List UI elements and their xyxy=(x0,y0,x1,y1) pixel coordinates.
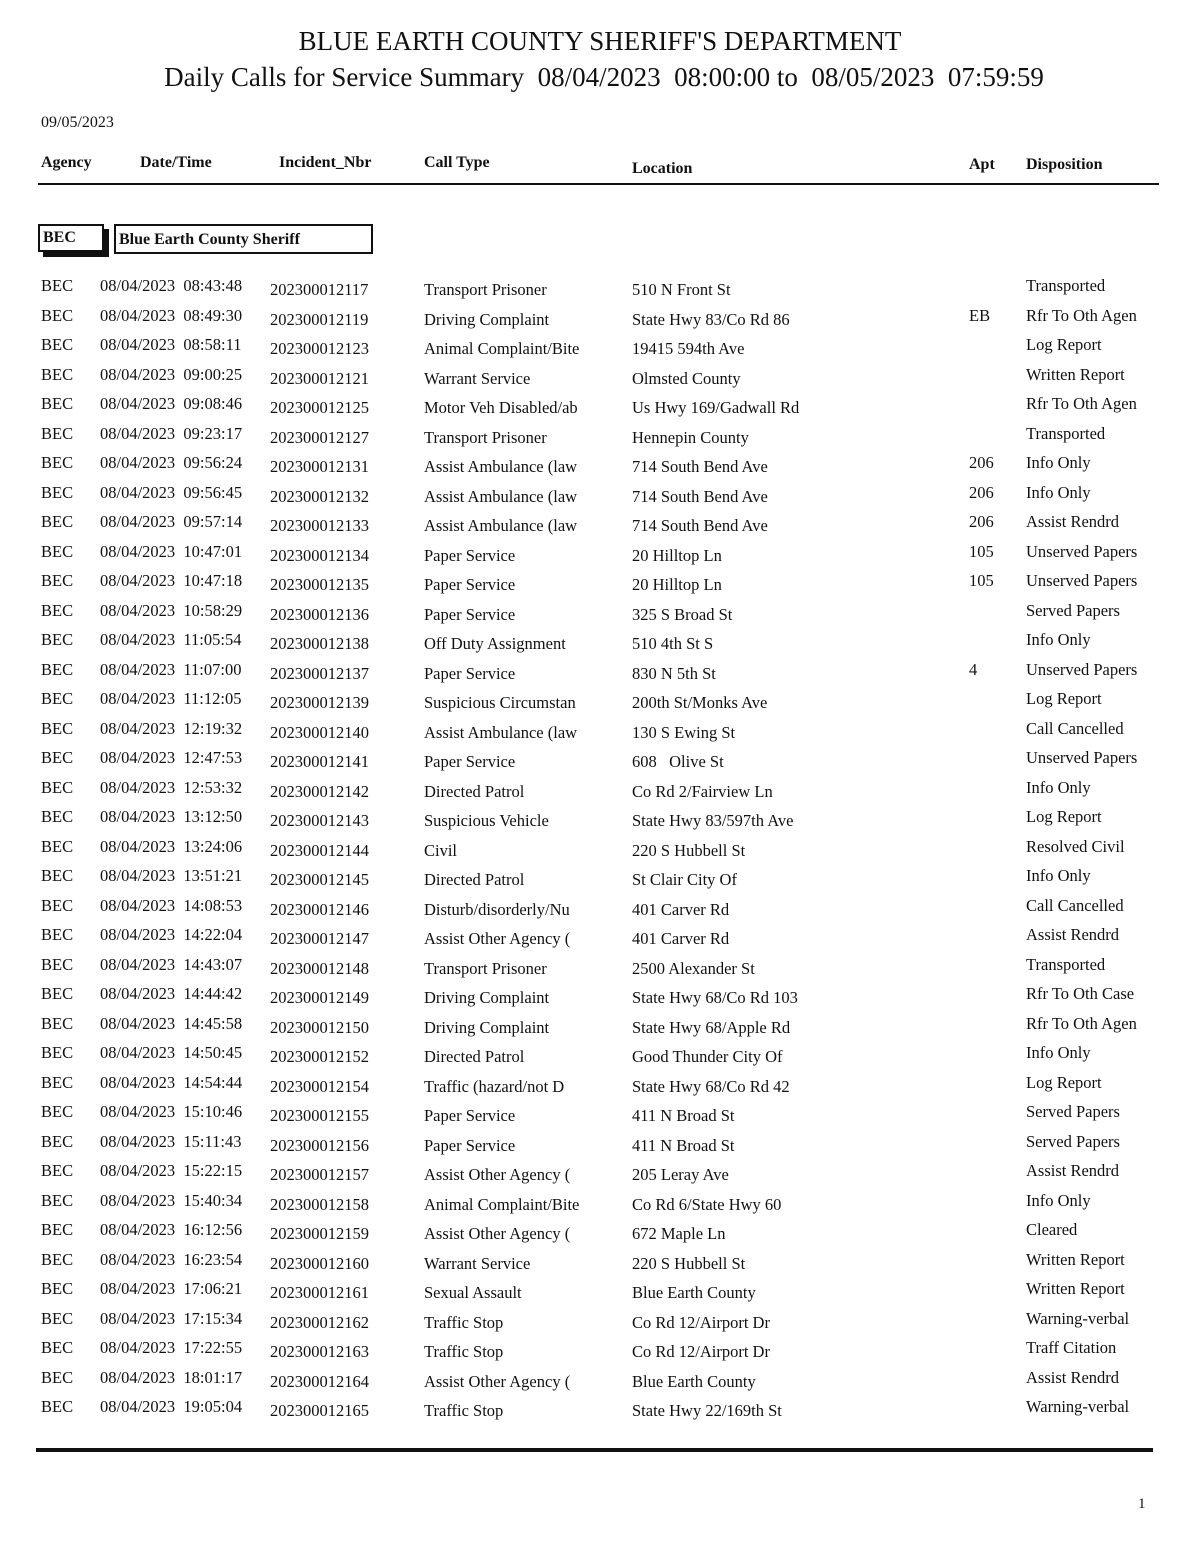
call-type-cell: Paper Service xyxy=(424,1106,516,1125)
agency-cell: BEC xyxy=(41,1013,74,1033)
incident-cell: 202300012140 xyxy=(270,722,369,742)
datetime-cell: 08/04/2023 08:49:30 xyxy=(100,305,243,325)
datetime-cell: 08/04/2023 11:05:54 xyxy=(100,630,242,649)
disposition-cell: Written Report xyxy=(1026,1279,1125,1298)
location-cell: 411 N Broad St xyxy=(632,1106,735,1125)
datetime-cell: 08/04/2023 12:19:32 xyxy=(100,718,243,738)
page-number: 1 xyxy=(1138,1496,1146,1512)
incident-cell: 202300012142 xyxy=(270,781,369,801)
location-cell: Co Rd 2/Fairview Ln xyxy=(632,781,773,801)
incident-cell: 202300012134 xyxy=(270,545,369,565)
incident-cell: 202300012127 xyxy=(270,427,369,447)
incident-cell: 202300012139 xyxy=(270,693,369,712)
agency-cell: BEC xyxy=(41,1249,74,1269)
disposition-cell: Transported xyxy=(1026,954,1106,974)
datetime-cell: 08/04/2023 09:08:46 xyxy=(100,394,243,413)
table-row xyxy=(0,394,1200,423)
table-row xyxy=(0,276,1200,305)
disposition-cell: Warning-verbal xyxy=(1026,1308,1130,1328)
table-row xyxy=(0,660,1200,689)
apt-cell: EB xyxy=(969,305,991,325)
disposition-cell: Log Report xyxy=(1026,1072,1102,1092)
datetime-cell: 08/04/2023 12:53:32 xyxy=(100,777,243,797)
table-row xyxy=(0,483,1200,512)
header-disposition: Disposition xyxy=(1026,156,1103,173)
agency-cell: BEC xyxy=(41,600,74,620)
location-cell: 2500 Alexander St xyxy=(632,958,755,978)
location-cell: Co Rd 6/State Hwy 60 xyxy=(632,1194,782,1214)
table-row xyxy=(0,955,1200,984)
agency-cell: BEC xyxy=(41,748,74,767)
apt-cell: 105 xyxy=(969,541,994,561)
header-apt: Apt xyxy=(969,156,995,173)
table-row xyxy=(0,1102,1200,1131)
disposition-cell: Assist Rendrd xyxy=(1026,1367,1120,1387)
agency-cell: BEC xyxy=(41,305,74,325)
call-type-cell: Animal Complaint/Bite xyxy=(424,1194,580,1214)
location-cell: 19415 594th Ave xyxy=(632,339,745,358)
location-cell: 401 Carver Rd xyxy=(632,929,730,948)
datetime-cell: 08/04/2023 18:01:17 xyxy=(100,1367,243,1387)
location-cell: State Hwy 22/169th St xyxy=(632,1401,782,1420)
table-row xyxy=(0,601,1200,630)
datetime-cell: 08/04/2023 16:23:54 xyxy=(100,1249,243,1269)
disposition-cell: Transported xyxy=(1026,423,1106,443)
agency-cell: BEC xyxy=(41,512,74,531)
call-type-cell: Warrant Service xyxy=(424,1253,531,1273)
header-divider xyxy=(38,183,1159,185)
header-incident: Incident_Nbr xyxy=(279,154,372,171)
call-type-cell: Civil xyxy=(424,840,458,860)
incident-cell: 202300012125 xyxy=(270,398,369,417)
disposition-cell: Info Only xyxy=(1026,777,1091,797)
call-type-cell: Assist Ambulance (law xyxy=(424,457,578,476)
disposition-cell: Info Only xyxy=(1026,482,1091,502)
incident-cell: 202300012138 xyxy=(270,634,369,653)
agency-cell: BEC xyxy=(41,984,74,1003)
location-cell: 20 Hilltop Ln xyxy=(632,545,722,565)
table-row xyxy=(0,453,1200,482)
table-row xyxy=(0,1250,1200,1279)
disposition-cell: Call Cancelled xyxy=(1026,718,1124,738)
table-row xyxy=(0,896,1200,925)
call-type-cell: Sexual Assault xyxy=(424,1283,522,1302)
table-row xyxy=(0,719,1200,748)
incident-cell: 202300012150 xyxy=(270,1017,369,1037)
incident-cell: 202300012147 xyxy=(270,929,369,948)
incident-cell: 202300012132 xyxy=(270,486,369,506)
call-type-cell: Transport Prisoner xyxy=(424,427,547,447)
location-cell: Olmsted County xyxy=(632,368,741,388)
datetime-cell: 08/04/2023 08:43:48 xyxy=(100,276,243,295)
table-row xyxy=(0,689,1200,718)
call-type-cell: Assist Other Agency ( xyxy=(424,929,571,948)
table-row xyxy=(0,1161,1200,1190)
location-cell: Co Rd 12/Airport Dr xyxy=(632,1342,770,1361)
call-type-cell: Paper Service xyxy=(424,663,516,683)
datetime-cell: 08/04/2023 09:57:14 xyxy=(100,512,243,531)
agency-cell: BEC xyxy=(41,1161,74,1180)
table-row xyxy=(0,807,1200,836)
datetime-cell: 08/04/2023 14:22:04 xyxy=(100,925,243,944)
location-cell: 714 South Bend Ave xyxy=(632,457,768,476)
incident-cell: 202300012117 xyxy=(270,280,369,299)
agency-cell: BEC xyxy=(41,718,74,738)
incident-cell: 202300012135 xyxy=(270,575,369,594)
call-type-cell: Paper Service xyxy=(424,545,516,565)
agency-cell: BEC xyxy=(41,1131,74,1151)
datetime-cell: 08/04/2023 17:15:34 xyxy=(100,1308,243,1328)
incident-cell: 202300012155 xyxy=(270,1106,369,1125)
table-row xyxy=(0,1014,1200,1043)
table-row xyxy=(0,424,1200,453)
agency-cell: BEC xyxy=(41,571,74,590)
incident-cell: 202300012136 xyxy=(270,604,369,624)
agency-cell: BEC xyxy=(41,777,74,797)
call-type-cell: Traffic Stop xyxy=(424,1342,504,1361)
disposition-cell: Assist Rendrd xyxy=(1026,1161,1120,1180)
disposition-cell: Info Only xyxy=(1026,453,1091,472)
call-type-cell: Traffic Stop xyxy=(424,1312,504,1332)
call-type-cell: Traffic Stop xyxy=(424,1401,504,1420)
disposition-cell: Unserved Papers xyxy=(1026,659,1138,679)
disposition-cell: Info Only xyxy=(1026,630,1091,649)
call-type-cell: Directed Patrol xyxy=(424,870,525,889)
datetime-cell: 08/04/2023 14:54:44 xyxy=(100,1072,243,1092)
table-row xyxy=(0,512,1200,541)
call-type-cell: Paper Service xyxy=(424,752,516,771)
location-cell: 220 S Hubbell St xyxy=(632,840,746,860)
disposition-cell: Served Papers xyxy=(1026,600,1120,620)
table-row xyxy=(0,1043,1200,1072)
apt-cell: 206 xyxy=(969,482,994,502)
datetime-cell: 08/04/2023 10:47:18 xyxy=(100,571,243,590)
call-type-cell: Warrant Service xyxy=(424,368,531,388)
call-type-cell: Driving Complaint xyxy=(424,309,550,329)
call-type-cell: Assist Other Agency ( xyxy=(424,1165,571,1184)
agency-cell: BEC xyxy=(41,866,74,885)
location-cell: Good Thunder City Of xyxy=(632,1047,783,1066)
location-cell: 220 S Hubbell St xyxy=(632,1253,746,1273)
footer-divider xyxy=(36,1448,1153,1452)
datetime-cell: 08/04/2023 12:47:53 xyxy=(100,748,243,767)
incident-cell: 202300012145 xyxy=(270,870,369,889)
location-cell: Blue Earth County xyxy=(632,1371,756,1391)
header-location: Location xyxy=(632,160,693,177)
header-datetime: Date/Time xyxy=(140,154,212,171)
agency-cell: BEC xyxy=(41,836,74,856)
agency-cell: BEC xyxy=(41,364,74,384)
location-cell: Blue Earth County xyxy=(632,1283,756,1302)
apt-cell: 206 xyxy=(969,512,994,531)
agency-cell: BEC xyxy=(41,482,74,502)
table-row xyxy=(0,1368,1200,1397)
report-title: BLUE EARTH COUNTY SHERIFF'S DEPARTMENT xyxy=(298,26,902,56)
datetime-cell: 08/04/2023 16:12:56 xyxy=(100,1220,243,1239)
group-name-box xyxy=(114,224,373,254)
table-row xyxy=(0,866,1200,895)
agency-cell: BEC xyxy=(41,1220,74,1239)
incident-cell: 202300012121 xyxy=(270,368,369,388)
apt-cell: 4 xyxy=(969,659,978,679)
agency-cell: BEC xyxy=(41,1102,74,1121)
disposition-cell: Rfr To Oth Agen xyxy=(1026,305,1137,325)
table-row xyxy=(0,1397,1200,1426)
location-cell: Co Rd 12/Airport Dr xyxy=(632,1312,770,1332)
incident-cell: 202300012133 xyxy=(270,516,369,535)
disposition-cell: Transported xyxy=(1026,276,1106,295)
datetime-cell: 08/04/2023 10:47:01 xyxy=(100,541,243,561)
agency-cell: BEC xyxy=(41,925,74,944)
disposition-cell: Unserved Papers xyxy=(1026,541,1138,561)
call-type-cell: Transport Prisoner xyxy=(424,958,547,978)
agency-cell: BEC xyxy=(41,335,74,354)
incident-cell: 202300012143 xyxy=(270,811,369,830)
agency-cell: BEC xyxy=(41,689,74,708)
datetime-cell: 08/04/2023 15:11:43 xyxy=(100,1131,242,1151)
incident-cell: 202300012156 xyxy=(270,1135,369,1155)
location-cell: 830 N 5th St xyxy=(632,663,716,683)
group-code-box xyxy=(38,224,104,252)
table-row xyxy=(0,335,1200,364)
datetime-cell: 08/04/2023 11:07:00 xyxy=(100,659,242,679)
agency-cell: BEC xyxy=(41,453,74,472)
location-cell: 205 Leray Ave xyxy=(632,1165,729,1184)
incident-cell: 202300012154 xyxy=(270,1076,369,1096)
disposition-cell: Assist Rendrd xyxy=(1026,925,1120,944)
table-row xyxy=(0,306,1200,335)
call-type-cell: Traffic (hazard/not D xyxy=(424,1076,565,1096)
call-type-cell: Off Duty Assignment xyxy=(424,634,566,653)
datetime-cell: 08/04/2023 13:24:06 xyxy=(100,836,243,856)
group-code: BEC xyxy=(43,229,76,246)
incident-cell: 202300012137 xyxy=(270,663,369,683)
location-cell: Hennepin County xyxy=(632,427,749,447)
agency-cell: BEC xyxy=(41,1397,74,1416)
datetime-cell: 08/04/2023 09:23:17 xyxy=(100,423,243,443)
disposition-cell: Resolved Civil xyxy=(1026,836,1125,856)
datetime-cell: 08/04/2023 14:43:07 xyxy=(100,954,243,974)
datetime-cell: 08/04/2023 17:22:55 xyxy=(100,1338,243,1357)
incident-cell: 202300012131 xyxy=(270,457,369,476)
location-cell: State Hwy 83/597th Ave xyxy=(632,811,794,830)
agency-cell: BEC xyxy=(41,394,74,413)
location-cell: 411 N Broad St xyxy=(632,1135,735,1155)
disposition-cell: Log Report xyxy=(1026,335,1102,354)
datetime-cell: 08/04/2023 17:06:21 xyxy=(100,1279,243,1298)
call-type-cell: Suspicious Circumstan xyxy=(424,693,576,712)
apt-cell: 206 xyxy=(969,453,994,472)
disposition-cell: Written Report xyxy=(1026,1249,1125,1269)
disposition-cell: Info Only xyxy=(1026,866,1091,885)
agency-cell: BEC xyxy=(41,1072,74,1092)
table-row xyxy=(0,778,1200,807)
table-row xyxy=(0,984,1200,1013)
location-cell: State Hwy 68/Apple Rd xyxy=(632,1017,791,1037)
call-type-cell: Driving Complaint xyxy=(424,1017,550,1037)
table-row xyxy=(0,1132,1200,1161)
location-cell: Us Hwy 169/Gadwall Rd xyxy=(632,398,800,417)
location-cell: 714 South Bend Ave xyxy=(632,486,768,506)
disposition-cell: Served Papers xyxy=(1026,1131,1120,1151)
agency-cell: BEC xyxy=(41,807,74,826)
table-row xyxy=(0,571,1200,600)
incident-cell: 202300012160 xyxy=(270,1253,369,1273)
table-row xyxy=(0,748,1200,777)
disposition-cell: Traff Citation xyxy=(1026,1338,1117,1357)
disposition-cell: Served Papers xyxy=(1026,1102,1120,1121)
datetime-cell: 08/04/2023 08:58:11 xyxy=(100,335,242,354)
call-type-cell: Motor Veh Disabled/ab xyxy=(424,398,578,417)
datetime-cell: 08/04/2023 15:22:15 xyxy=(100,1161,243,1180)
location-cell: 510 4th St S xyxy=(632,634,714,653)
agency-cell: BEC xyxy=(41,1367,74,1387)
location-cell: St Clair City Of xyxy=(632,870,737,889)
incident-cell: 202300012149 xyxy=(270,988,369,1007)
incident-cell: 202300012164 xyxy=(270,1371,369,1391)
agency-cell: BEC xyxy=(41,541,74,561)
call-type-cell: Driving Complaint xyxy=(424,988,550,1007)
table-row xyxy=(0,630,1200,659)
disposition-cell: Written Report xyxy=(1026,364,1125,384)
apt-cell: 105 xyxy=(969,571,994,590)
call-type-cell: Assist Other Agency ( xyxy=(424,1371,571,1391)
agency-cell: BEC xyxy=(41,1338,74,1357)
call-type-cell: Disturb/disorderly/Nu xyxy=(424,899,570,919)
table-row xyxy=(0,542,1200,571)
table-row xyxy=(0,1309,1200,1338)
datetime-cell: 08/04/2023 09:56:45 xyxy=(100,482,243,502)
datetime-cell: 08/04/2023 15:10:46 xyxy=(100,1102,243,1121)
call-type-cell: Paper Service xyxy=(424,575,516,594)
call-type-cell: Assist Other Agency ( xyxy=(424,1224,571,1243)
disposition-cell: Info Only xyxy=(1026,1190,1091,1210)
datetime-cell: 08/04/2023 09:56:24 xyxy=(100,453,243,472)
disposition-cell: Call Cancelled xyxy=(1026,895,1124,915)
call-type-cell: Animal Complaint/Bite xyxy=(424,339,580,358)
agency-cell: BEC xyxy=(41,1279,74,1298)
disposition-cell: Assist Rendrd xyxy=(1026,512,1120,531)
agency-cell: BEC xyxy=(41,1190,74,1210)
incident-cell: 202300012161 xyxy=(270,1283,369,1302)
location-cell: State Hwy 68/Co Rd 103 xyxy=(632,988,798,1007)
disposition-cell: Unserved Papers xyxy=(1026,571,1138,590)
agency-cell: BEC xyxy=(41,895,74,915)
disposition-cell: Log Report xyxy=(1026,807,1102,826)
datetime-cell: 08/04/2023 11:12:05 xyxy=(100,689,242,708)
datetime-cell: 08/04/2023 15:40:34 xyxy=(100,1190,243,1210)
table-row xyxy=(0,365,1200,394)
call-type-cell: Paper Service xyxy=(424,1135,516,1155)
incident-cell: 202300012158 xyxy=(270,1194,369,1214)
agency-cell: BEC xyxy=(41,423,74,443)
incident-cell: 202300012157 xyxy=(270,1165,369,1184)
incident-cell: 202300012141 xyxy=(270,752,369,771)
location-cell: 20 Hilltop Ln xyxy=(632,575,722,594)
table-row xyxy=(0,925,1200,954)
call-type-cell: Transport Prisoner xyxy=(424,280,547,299)
datetime-cell: 08/04/2023 13:51:21 xyxy=(100,866,243,885)
agency-cell: BEC xyxy=(41,659,74,679)
agency-cell: BEC xyxy=(41,1043,74,1062)
location-cell: State Hwy 83/Co Rd 86 xyxy=(632,309,790,329)
location-cell: 672 Maple Ln xyxy=(632,1224,726,1243)
location-cell: 325 S Broad St xyxy=(632,604,733,624)
run-date: 09/05/2023 xyxy=(41,114,114,131)
disposition-cell: Info Only xyxy=(1026,1043,1091,1062)
datetime-cell: 08/04/2023 14:08:53 xyxy=(100,895,243,915)
incident-cell: 202300012165 xyxy=(270,1401,369,1420)
location-cell: 510 N Front St xyxy=(632,280,731,299)
disposition-cell: Rfr To Oth Agen xyxy=(1026,1013,1137,1033)
incident-cell: 202300012163 xyxy=(270,1342,369,1361)
location-cell: 200th St/Monks Ave xyxy=(632,693,768,712)
datetime-cell: 08/04/2023 19:05:04 xyxy=(100,1397,243,1416)
location-cell: 714 South Bend Ave xyxy=(632,516,768,535)
location-cell: 130 S Ewing St xyxy=(632,722,736,742)
incident-cell: 202300012119 xyxy=(270,309,369,329)
incident-cell: 202300012152 xyxy=(270,1047,369,1066)
report-subtitle: Daily Calls for Service Summary 08/04/2023 08:00:00 to 08/05/2023 07:59:59 xyxy=(164,62,1044,92)
datetime-cell: 08/04/2023 10:58:29 xyxy=(100,600,243,620)
datetime-cell: 08/04/2023 14:50:45 xyxy=(100,1043,243,1062)
location-cell: 608 Olive St xyxy=(632,752,724,771)
datetime-cell: 08/04/2023 14:45:58 xyxy=(100,1013,243,1033)
disposition-cell: Cleared xyxy=(1026,1220,1078,1239)
incident-cell: 202300012146 xyxy=(270,899,369,919)
disposition-cell: Log Report xyxy=(1026,689,1102,708)
datetime-cell: 08/04/2023 09:00:25 xyxy=(100,364,243,384)
disposition-cell: Unserved Papers xyxy=(1026,748,1138,767)
table-row xyxy=(0,1338,1200,1367)
call-type-cell: Assist Ambulance (law xyxy=(424,486,578,506)
table-row xyxy=(0,1279,1200,1308)
table-row xyxy=(0,1220,1200,1249)
table-row xyxy=(0,1073,1200,1102)
agency-cell: BEC xyxy=(41,276,74,295)
location-cell: 401 Carver Rd xyxy=(632,899,730,919)
agency-cell: BEC xyxy=(41,954,74,974)
call-type-cell: Paper Service xyxy=(424,604,516,624)
disposition-cell: Warning-verbal xyxy=(1026,1397,1130,1416)
table-row xyxy=(0,1191,1200,1220)
call-type-cell: Directed Patrol xyxy=(424,781,525,801)
datetime-cell: 08/04/2023 13:12:50 xyxy=(100,807,243,826)
disposition-cell: Rfr To Oth Agen xyxy=(1026,394,1137,413)
call-type-cell: Assist Ambulance (law xyxy=(424,722,578,742)
disposition-cell: Rfr To Oth Case xyxy=(1026,984,1135,1003)
header-call-type: Call Type xyxy=(424,154,490,171)
incident-cell: 202300012162 xyxy=(270,1312,369,1332)
location-cell: State Hwy 68/Co Rd 42 xyxy=(632,1076,790,1096)
group-name: Blue Earth County Sheriff xyxy=(119,231,300,248)
agency-cell: BEC xyxy=(41,630,74,649)
header-agency: Agency xyxy=(41,154,92,171)
incident-cell: 202300012148 xyxy=(270,958,369,978)
table-row xyxy=(0,837,1200,866)
incident-cell: 202300012144 xyxy=(270,840,369,860)
incident-cell: 202300012123 xyxy=(270,339,369,358)
agency-cell: BEC xyxy=(41,1308,74,1328)
datetime-cell: 08/04/2023 14:44:42 xyxy=(100,984,243,1003)
incident-cell: 202300012159 xyxy=(270,1224,369,1243)
call-type-cell: Suspicious Vehicle xyxy=(424,811,549,830)
call-type-cell: Directed Patrol xyxy=(424,1047,525,1066)
call-type-cell: Assist Ambulance (law xyxy=(424,516,578,535)
